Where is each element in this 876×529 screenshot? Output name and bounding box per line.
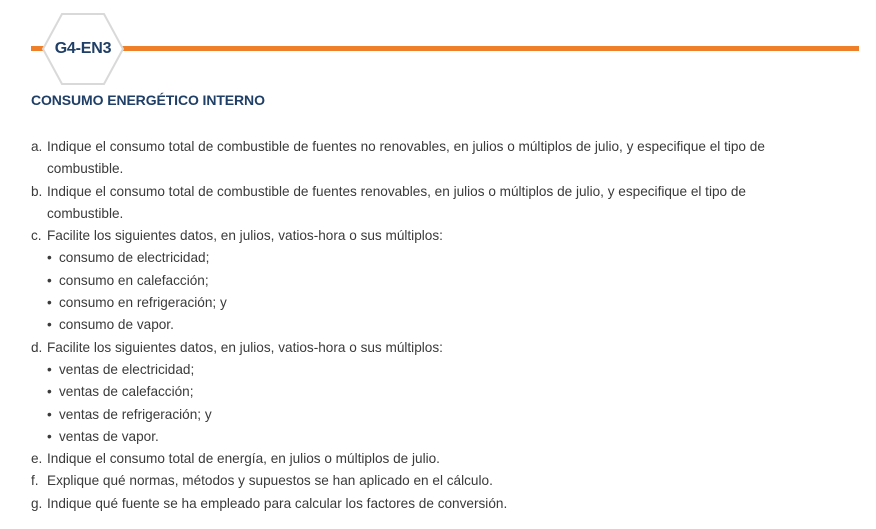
bullet-item (31, 381, 831, 403)
bullet-icon: • (47, 272, 52, 288)
section-title: CONSUMO ENERGÉTICO INTERNO (31, 92, 265, 108)
bullet-text: ventas de electricidad; (59, 361, 195, 377)
bullet-item (31, 426, 831, 448)
bullet-text: ventas de vapor. (59, 428, 159, 444)
list-item-d (31, 337, 831, 359)
list-marker: f. (31, 473, 39, 489)
requirements-list (31, 136, 831, 515)
bullet-item (31, 270, 831, 292)
bullet-text: consumo en refrigeración; y (59, 295, 227, 311)
bullet-text: consumo de vapor. (59, 317, 174, 333)
bullet-text: ventas de refrigeración; y (59, 406, 212, 422)
bullet-icon: • (47, 361, 52, 377)
list-marker: c. (31, 228, 42, 244)
bullet-text: consumo en calefacción; (59, 272, 209, 288)
list-item-f (31, 470, 831, 492)
bullet-text: consumo de electricidad; (59, 250, 210, 266)
list-item-a (31, 136, 831, 181)
item-text-line: combustible. (47, 205, 124, 221)
item-text: Explique qué normas, métodos y supuestos se han aplicado en el cálculo. (47, 473, 493, 489)
item-text-line: Indique el consumo total de combustible de fuentes no renovables, en julios o múltiplos de julio, y especifique el tipo de (47, 139, 765, 154)
list-marker: e. (31, 451, 43, 467)
bullet-icon: • (47, 250, 52, 266)
list-marker: b. (31, 183, 43, 199)
item-text: Facilite los siguientes datos, en julios, vatios-hora o sus múltiplos: (47, 228, 443, 244)
bullet-item (31, 314, 831, 336)
list-item-c (31, 225, 831, 247)
list-item-b (31, 181, 831, 226)
bullet-icon: • (47, 295, 52, 311)
indicator-code: G4-EN3 (54, 40, 112, 57)
bullet-text: ventas de calefacción; (59, 384, 194, 400)
item-text-line: Indique el consumo total de combustible de fuentes renovables, en julios o múltiplos de julio, y especifique el tipo de (47, 183, 746, 199)
list-item-g (31, 493, 831, 515)
bullet-icon: • (47, 384, 52, 400)
bullet-icon: • (47, 428, 52, 444)
list-marker: d. (31, 339, 43, 355)
header-accent-line (31, 46, 859, 51)
bullet-icon: • (47, 406, 52, 422)
item-text-line: combustible. (47, 161, 124, 177)
bullet-icon: • (47, 317, 52, 333)
list-item-e (31, 448, 831, 470)
list-marker: a. (31, 139, 43, 154)
bullet-item (31, 292, 831, 314)
list-marker: g. (31, 495, 43, 511)
item-text: Indique el consumo total de energía, en julios o múltiplos de julio. (47, 451, 440, 467)
bullet-item (31, 359, 831, 381)
item-text: Indique qué fuente se ha empleado para calcular los factores de conversión. (47, 495, 508, 511)
bullet-item (31, 247, 831, 269)
item-text: Facilite los siguientes datos, en julios, vatios-hora o sus múltiplos: (47, 339, 443, 355)
bullet-item (31, 404, 831, 426)
